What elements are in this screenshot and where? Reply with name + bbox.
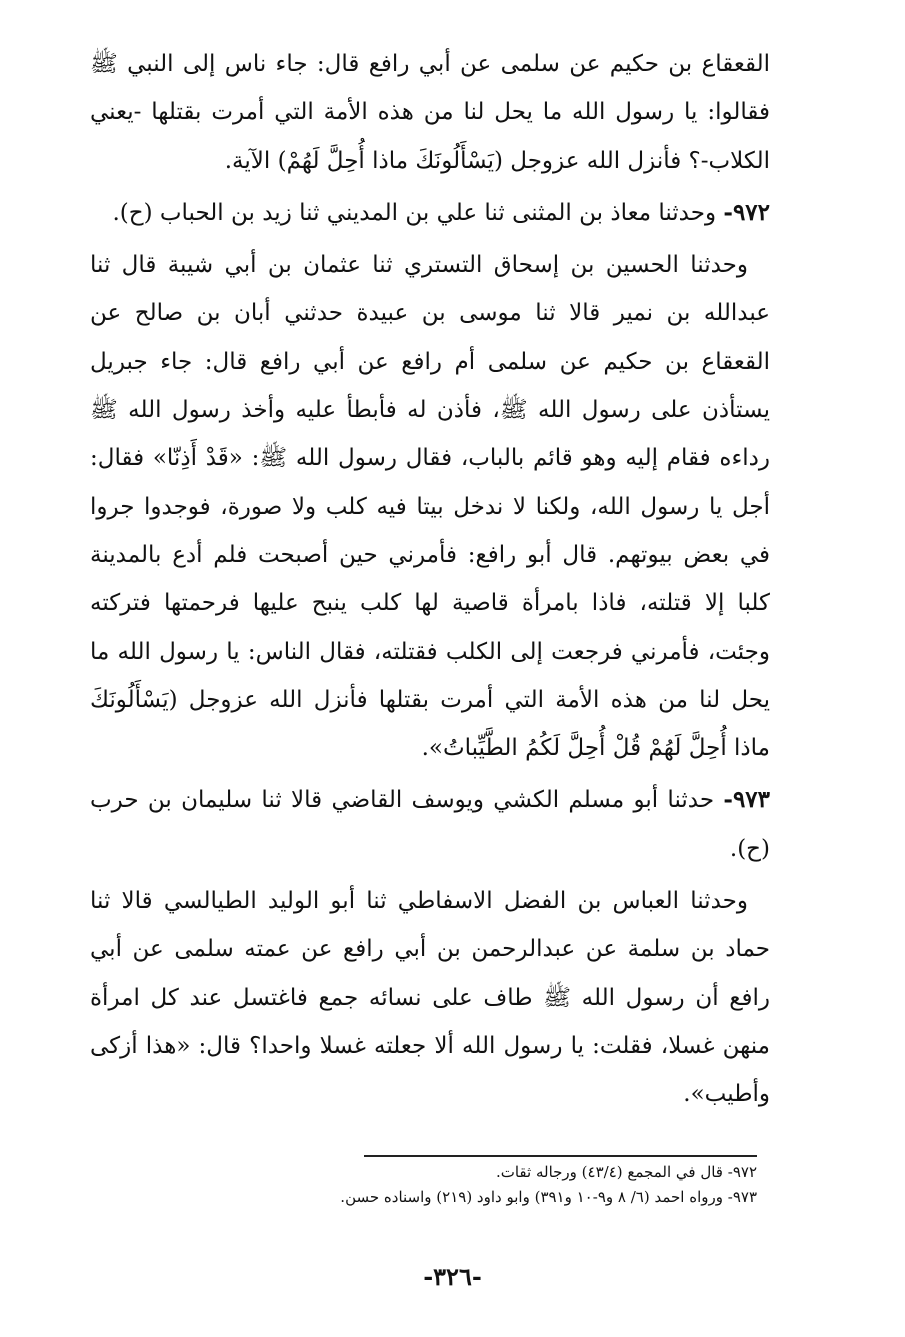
footnotes: [237, 1160, 757, 1210]
footnote-972: ٩٧٢- قال في المجمع (٤٣/٤) ورجاله ثقات.: [495, 1163, 757, 1181]
paragraph-text: القعقاع بن حكيم عن سلمى عن أبي رافع قال: جاء ناس إلى النبي ﷺ فقالوا: يا رسول الله ما يحل لنا من هذه الأمة التي أمرت بقتلها -يعني الكلاب-؟ فأنزل الله عزوجل (يَسْأَلُونَكَ ماذا أُحِلَّ لَهُمْ) الآية.: [90, 51, 770, 174]
paragraph-text: وحدثنا معاذ بن المثنى ثنا علي بن المديني ثنا زيد بن الحباب (ح).: [112, 199, 724, 226]
paragraph-3: [90, 241, 770, 772]
paragraph-5: [90, 877, 770, 1118]
paragraph-text: وحدثنا الحسين بن إسحاق التستري ثنا عثمان بن أبي شيبة قال ثنا عبدالله بن نمير قالا ثنا موسى بن عبيدة حدثني أبان بن صالح عن القعقاع بن حكيم عن سلمى أم رافع عن أبي رافع قال: جاء جبريل يستأذن على رسول الله ﷺ، فأذن له فأبطأ عليه وأخذ رسول الله ﷺ رداءه فقام إليه وهو قائم بالباب، فقال رسول الله ﷺ: «قَدْ أَذِنّا» فقال: أجل يا رسول الله، ولكنا لا ندخل بيتا فيه كلب ولا صورة، فوجدوا جروا في بعض بيوتهم. قال أبو رافع: فأمرني حين أصبحت فلم أدع بالمدينة كلبا إلا قتلته، فاذا بامرأة قاصية لها كلب ينبح عليها فرحمتها فتركته وجئت، فأمرني فرجعت إلى الكلب فقتلته، فقال الناس: يا رسول الله ما يحل لنا من هذه الأمة التي أمرت بقتلها فأنزل الله عزوجل (يَسْأَلُونَكَ ماذا أُحِلَّ لَهُمْ قُلْ أُحِلَّ لَكُمُ الطَّيِّباتُ».: [90, 252, 770, 762]
paragraph-text: وحدثنا العباس بن الفضل الاسفاطي ثنا أبو الوليد الطيالسي قالا ثنا حماد بن سلمة عن عبدالرحمن بن أبي رافع عن عمته سلمى عن أبي رافع أن رسول الله ﷺ طاف على نسائه جمع فاغتسل عند كل امرأة منهن غسلا، فقلت: يا رسول الله ألا جعلته غسلا واحدا؟ قال: «هذا أزكى وأطيب».: [90, 888, 770, 1108]
main-text: [90, 40, 770, 1123]
page-number: -٣٢٦-: [423, 1262, 482, 1291]
hadith-number: ٩٧٢-: [723, 198, 770, 226]
footnote-separator: [364, 1155, 757, 1157]
paragraph-4: [90, 776, 770, 873]
footnote-973: ٩٧٣- ورواه احمد (٦/ ٨ و٩-١٠ و٣٩١) وابو داود (٢١٩) واسناده حسن.: [340, 1188, 757, 1206]
paragraph-text: حدثنا أبو مسلم الكشي ويوسف القاضي قالا ثنا سليمان بن حرب (ح).: [90, 787, 770, 862]
paragraph-2: [90, 189, 770, 237]
paragraph-1: [90, 40, 770, 185]
hadith-number: ٩٧٣-: [723, 786, 770, 814]
